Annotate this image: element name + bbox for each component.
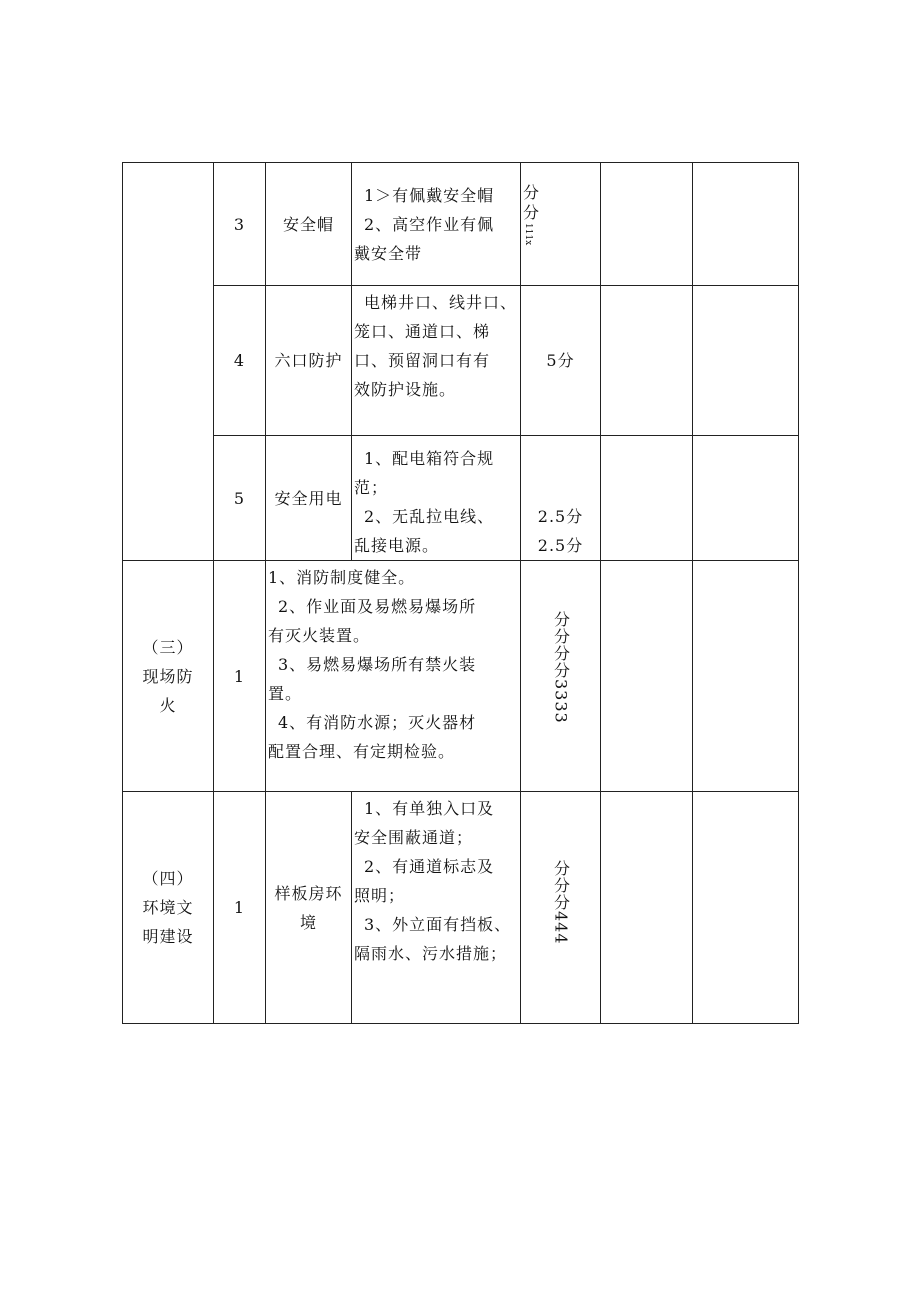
- score-char: 分: [523, 203, 541, 222]
- desc-line: 口、预留洞口有有: [354, 351, 491, 370]
- table-row: [123, 163, 799, 286]
- empty-cell: [693, 436, 799, 561]
- row-number: 1: [214, 792, 266, 1024]
- empty-cell: [601, 436, 693, 561]
- score-cell: [521, 436, 601, 561]
- desc-line: 范；: [354, 478, 389, 497]
- desc-line: 4、有消防水源；灭火器材: [278, 713, 477, 732]
- desc-line: 1、有单独入口及: [364, 799, 495, 818]
- desc-line: 1、配电箱符合规: [364, 449, 495, 468]
- desc-line: 戴安全带: [354, 243, 423, 263]
- score-cell: [521, 792, 601, 1024]
- row-number: 4: [214, 286, 266, 436]
- item-name: 六口防护: [266, 286, 352, 436]
- desc-line: 笼口、通道口、梯: [354, 322, 491, 341]
- empty-cell: [693, 792, 799, 1024]
- empty-cell: [693, 163, 799, 286]
- item-name: 安全用电: [266, 436, 352, 561]
- row-number: 5: [214, 436, 266, 561]
- score-cell: 5分: [521, 286, 601, 436]
- section-cell-empty: [123, 163, 214, 561]
- score-line: 2.5分: [537, 536, 584, 555]
- empty-cell: [601, 286, 693, 436]
- desc-line: 置。: [268, 684, 303, 703]
- section-label-text: （三）现场防火: [142, 637, 194, 715]
- desc-line: 2、高空作业有佩: [364, 214, 495, 234]
- desc-line: 有灭火装置。: [268, 626, 371, 645]
- score-cell: [521, 163, 601, 286]
- row-number: 1: [214, 561, 266, 792]
- table-row: [123, 286, 799, 436]
- item-description: [352, 163, 521, 286]
- desc-line: 2、作业面及易燃易爆场所: [278, 597, 477, 616]
- desc-line: 电梯井口、线井口、: [364, 293, 518, 312]
- inspection-table: [122, 162, 799, 1024]
- score-vertical: 分分分444: [551, 860, 571, 945]
- item-description: [352, 436, 521, 561]
- score-line: 2.5分: [537, 507, 584, 526]
- table-row: [123, 561, 799, 792]
- desc-line: 2、无乱拉电线、: [364, 507, 495, 526]
- desc-line: 隔雨水、污水措施；: [354, 944, 508, 963]
- table-row: [123, 436, 799, 561]
- desc-line: 照明；: [354, 886, 406, 905]
- item-name: 安全帽: [266, 163, 352, 286]
- score-vertical: 分分分分3333: [551, 611, 571, 724]
- section-label: [123, 561, 214, 792]
- empty-cell: [601, 561, 693, 792]
- desc-line: 1、消防制度健全。: [268, 568, 416, 587]
- item-description: [352, 286, 521, 436]
- item-description: [352, 792, 521, 1024]
- row-number: 3: [214, 163, 266, 286]
- item-name: [266, 792, 352, 1024]
- score-char: 111x: [523, 223, 533, 246]
- desc-line: 1＞有佩戴安全帽: [364, 185, 495, 205]
- table-row: [123, 792, 799, 1024]
- section-label: [123, 792, 214, 1024]
- desc-line: 安全围蔽通道；: [354, 828, 474, 847]
- desc-line: 3、外立面有挡板、: [364, 915, 512, 934]
- desc-line: 3、易燃易爆场所有禁火装: [278, 655, 477, 674]
- score-char: 分: [523, 183, 541, 202]
- empty-cell: [693, 561, 799, 792]
- desc-line: 2、有通道标志及: [364, 857, 495, 876]
- item-name-text: 样板房环境: [274, 883, 343, 932]
- empty-cell: [693, 286, 799, 436]
- item-description: [266, 561, 521, 792]
- desc-line: 配置合理、有定期检验。: [268, 742, 456, 761]
- desc-line: 效防护设施。: [354, 380, 457, 399]
- desc-line: 乱接电源。: [354, 536, 440, 555]
- score-cell: [521, 561, 601, 792]
- empty-cell: [601, 792, 693, 1024]
- empty-cell: [601, 163, 693, 286]
- section-label-text: （四）环境文明建设: [142, 869, 194, 946]
